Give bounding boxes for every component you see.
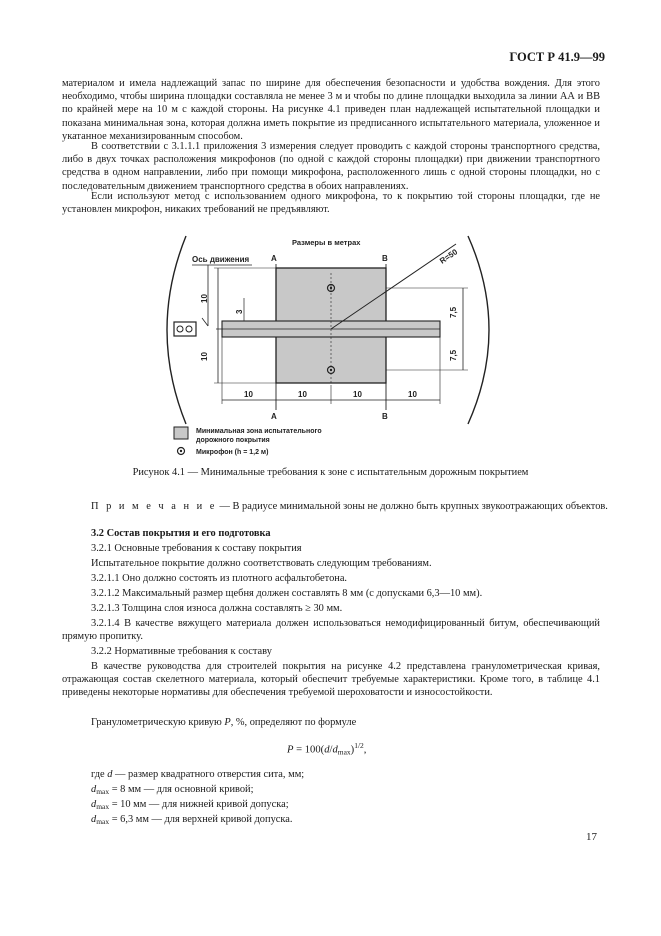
dim-right-bottom: 7,5 xyxy=(449,349,458,361)
page-number: 17 xyxy=(586,831,597,843)
note-label: П р и м е ч а н и е xyxy=(91,501,217,512)
legend-microphone-icon xyxy=(178,448,185,455)
page-header: ГОСТ Р 41.9—99 xyxy=(509,50,605,64)
subsection-3-2-1: 3.2.1 Основные требования к составу покрытия xyxy=(91,543,302,554)
dim-left-bottom: 10 xyxy=(200,352,209,361)
line-a-bottom: А xyxy=(271,412,277,421)
item-3-2-1-2: 3.2.1.2 Максимальный размер щебня должен составлять 8 мм (с допусками 6,3—10 мм). xyxy=(91,588,483,599)
note xyxy=(91,501,608,512)
dmax-lower: $d_{max} = 10$ мм — для нижней кривой допуска; xyxy=(91,799,289,811)
formula-intro: Гранулометрическую кривую P, %, определяют по формуле xyxy=(91,717,357,728)
dmax-upper: $d_{max} = 6,3$ мм — для верхней кривой допуска. xyxy=(91,814,293,826)
figure-4-1 xyxy=(160,228,500,458)
line-a-top: А xyxy=(271,254,277,263)
dim-bottom-2: 10 xyxy=(298,390,307,399)
paragraph-2: В соответствии с 3.1.1.1 приложения 3 измерения следует проводить с каждой стороны транспортного средства, либо в двух точках расположения микрофонов (по одной с каждой стороны площадки) при движении транспортного средства в одном направлении, либо при помощи микрофона, расположенного лишь с одной стороны площадки, но с последовательным движением транспортного средства в обоих направлениях. xyxy=(62,141,600,192)
paragraph-3: Если используют метод с использованием одного микрофона, то к покрытию той стороны площадки, где не установлен микрофон, никаких требований не предъявляют. xyxy=(62,191,600,216)
dim-bottom-4: 10 xyxy=(408,390,417,399)
dim-right-top: 7,5 xyxy=(449,306,458,318)
radius-label: R=50 xyxy=(438,247,460,266)
axis-label: Ось движения xyxy=(192,255,250,264)
figure-caption: Рисунок 4.1 — Минимальные требования к зоне с испытательным дорожным покрытием xyxy=(132,467,529,478)
note-text: — В радиусе минимальной зоны не должно быть крупных звукоотражающих объектов. xyxy=(216,501,608,512)
legend-zone-swatch xyxy=(174,427,188,439)
line-b-top: В xyxy=(382,254,388,263)
dim-bottom-3: 10 xyxy=(353,390,362,399)
section-title: 3.2 Состав покрытия и его подготовка xyxy=(91,528,271,539)
line-b-bottom: В xyxy=(382,412,388,421)
dim-lane-width: 3 xyxy=(235,309,244,314)
legend-zone-line1: Минимальная зона испытательного xyxy=(196,428,322,435)
subsection-3-2-2: 3.2.2 Нормативные требования к составу xyxy=(91,646,272,657)
subsection-3-2-1-text: Испытательное покрытие должно соответствовать следующим требованиям. xyxy=(91,558,432,569)
formula: $P = 100(d/d_{max})^{1/2}$, xyxy=(287,741,367,757)
dmax-main: $d_{max} = 8$ мм — для основной кривой; xyxy=(91,784,254,796)
legend-zone-line2: дорожного покрытия xyxy=(196,437,270,444)
right-arc xyxy=(468,236,489,424)
item-3-2-1-4: 3.2.1.4 В качестве вяжущего материала должен использоваться немодифицированный битум, обеспечивающий прямую пропитку. xyxy=(62,618,600,643)
figure-title: Размеры в метрах xyxy=(292,238,361,247)
item-3-2-1-1: 3.2.1.1 Оно должно состоять из плотного асфальтобетона. xyxy=(91,573,348,584)
dim-bottom-1: 10 xyxy=(244,390,253,399)
paragraph-1: материалом и имела надлежащий запас по ширине для обеспечения безопасности и удобства вождения. Для этого необходимо, чтобы ширина площадки составляла не менее 3 м и чтобы по длине площадки выходила за линии АА и ВВ по крайней мере на 10 м с каждой стороны. На рисунке 4.1 приведен план надлежащей испытательной площадки и показана минимальная зона, которая должна иметь покрытие из предписанного испытательного материала, уложенное и укатанное механизированным способом. xyxy=(62,78,600,142)
item-3-2-1-3: 3.2.1.3 Толщина слоя износа должна составлять ≥ 30 мм. xyxy=(91,603,343,614)
vehicle-icon xyxy=(174,322,196,336)
dim-left-top: 10 xyxy=(200,294,209,303)
legend-microphone: Микрофон (h = 1,2 м) xyxy=(196,449,269,456)
where-d: где d — размер квадратного отверстия сита, мм; xyxy=(91,769,305,780)
paragraph-curve: В качестве руководства для строителей покрытия на рисунке 4.2 представлена гранулометрическая кривая, отражающая состав скелетного материала, который обеспечит требуемые характеристики. Кроме того, в таблице 4.1 приведены некоторые нормативы для обеспечения требуемой шероховатости и износостойкости. xyxy=(62,661,600,699)
